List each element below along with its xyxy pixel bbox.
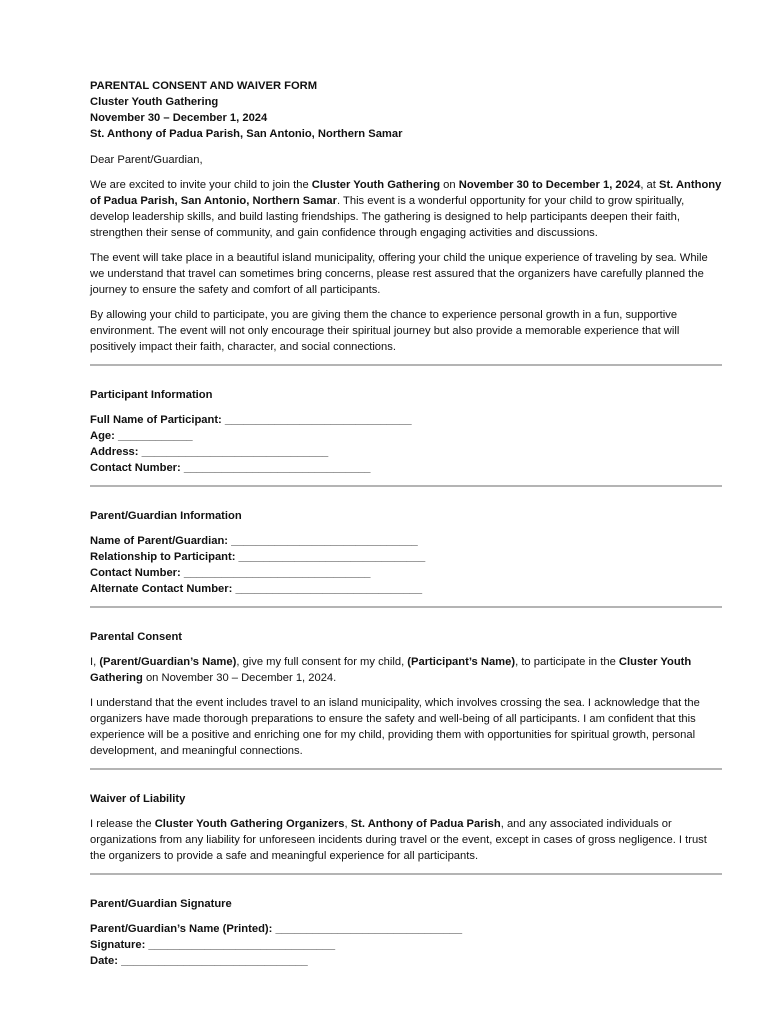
intro-paragraph-3: By allowing your child to participate, you are giving them the chance to experience personal growth in a fun, supportive environment. The event will not only encourage their spiritual journey but also provide a memorable experience that will positively impact their faith, character, and social connections.: [90, 309, 680, 353]
intro-event-dates: November 30 to December 1, 2024: [458, 179, 641, 191]
intro-text: , at: [640, 179, 659, 191]
participant-section-title: Participant Information: [90, 389, 213, 401]
consent-text: , to participate in the: [515, 656, 619, 668]
participant-fields: [90, 412, 722, 476]
section-divider: [90, 606, 722, 608]
waiver-text: ,: [344, 818, 351, 830]
event-location: St. Anthony of Padua Parish, San Antonio, Northern Samar: [90, 128, 403, 140]
consent-guardian-name: (Parent/Guardian’s Name): [99, 656, 237, 668]
waiver-text: , and any associated individuals or organizations from any liability for unforeseen incidents during travel or the event, except in cases of gross negligence. I trust the organizers to provide a safe and meaningful experience for all participants.: [90, 818, 707, 862]
signature-field[interactable]: Signature: ______________________________: [90, 939, 336, 951]
guardian-fields: [90, 533, 722, 597]
consent-text: I,: [90, 656, 100, 668]
signature-section-title: Parent/Guardian Signature: [90, 898, 232, 910]
consent-event-name: Cluster Youth Gathering: [90, 656, 692, 684]
waiver-parish: St. Anthony of Padua Parish: [350, 818, 501, 830]
consent-participant-name: (Participant’s Name): [407, 656, 516, 668]
consent-paragraph-2: I understand that the event includes travel to an island municipality, which involves crossing the sea. I acknowledge that the organizers have made thorough preparations to ensure the safety and well-being of all participants. I am confident that this experience will be a positive and enriching one for my child, providing them with opportunities for spiritual growth, personal development, and meaningful connections.: [90, 697, 700, 757]
intro-text: . This event is a wonderful opportunity for your child to grow spiritually, develop leadership skills, and build lasting friendships. The gathering is designed to help participants deepen their faith, strengthen their sense of community, and gain confidence through engaging activities and discussions.: [90, 195, 685, 239]
signature-fields: [90, 921, 722, 969]
event-dates: November 30 – December 1, 2024: [90, 112, 268, 124]
intro-event-name: Cluster Youth Gathering: [311, 179, 441, 191]
waiver-section-title: Waiver of Liability: [90, 793, 186, 805]
intro-paragraph-2: The event will take place in a beautiful island municipality, offering your child the unique experience of traveling by sea. While we understand that travel can sometimes bring concerns, please rest assured that the organizers have carefully planned the journey to ensure the safety and comfort of all participants.: [90, 252, 708, 296]
event-name: Cluster Youth Gathering: [90, 96, 219, 108]
guardian-section-title: Parent/Guardian Information: [90, 510, 242, 522]
guardian-alt-contact-field[interactable]: Alternate Contact Number: ______________________________: [90, 583, 423, 595]
participant-contact-field[interactable]: Contact Number: ______________________________: [90, 462, 371, 474]
consent-form-document: [90, 78, 722, 969]
waiver-paragraph: [90, 816, 722, 864]
consent-section-title: Parental Consent: [90, 631, 183, 643]
guardian-contact-field[interactable]: Contact Number: ______________________________: [90, 567, 371, 579]
guardian-relationship-field[interactable]: Relationship to Participant: ______________________________: [90, 551, 426, 563]
intro-text: on: [440, 179, 459, 191]
section-divider: [90, 485, 722, 487]
date-field[interactable]: Date: ______________________________: [90, 955, 308, 967]
consent-paragraph-1: [90, 654, 722, 686]
intro-text: We are excited to invite your child to join the: [90, 179, 312, 191]
participant-full-name-field[interactable]: Full Name of Participant: ______________________________: [90, 414, 412, 426]
printed-name-field[interactable]: Parent/Guardian’s Name (Printed): ______________________________: [90, 923, 463, 935]
section-divider: [90, 364, 722, 366]
section-divider: [90, 873, 722, 875]
section-divider: [90, 768, 722, 770]
waiver-organizers: Cluster Youth Gathering Organizers: [154, 818, 345, 830]
participant-age-field[interactable]: Age: ____________: [90, 430, 193, 442]
intro-paragraph-1: [90, 177, 722, 241]
consent-text: on November 30 – December 1, 2024.: [142, 672, 337, 684]
consent-text: , give my full consent for my child,: [236, 656, 408, 668]
guardian-name-field[interactable]: Name of Parent/Guardian: ______________________________: [90, 535, 418, 547]
waiver-text: I release the: [90, 818, 155, 830]
form-title: PARENTAL CONSENT AND WAIVER FORM: [90, 80, 318, 92]
greeting: Dear Parent/Guardian,: [90, 154, 203, 166]
participant-address-field[interactable]: Address: ______________________________: [90, 446, 329, 458]
intro-event-location: St. Anthony of Padua Parish, San Antonio, Northern Samar: [90, 179, 722, 207]
